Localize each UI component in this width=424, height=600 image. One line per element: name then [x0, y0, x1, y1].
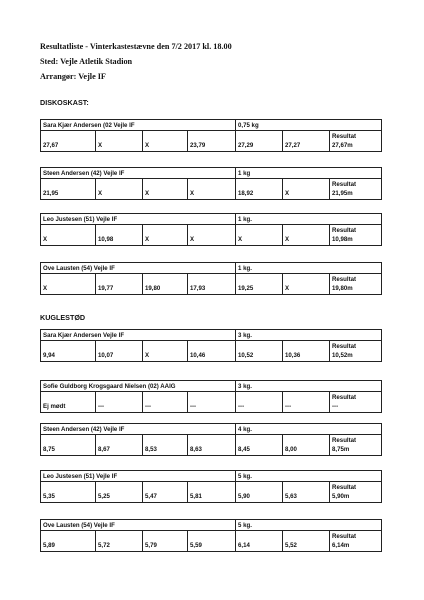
athlete-results	[40, 519, 382, 552]
implement-weight: 1 kg.	[236, 214, 382, 225]
attempt-6: 5,63	[283, 482, 330, 503]
attempt-5: 6,14	[236, 531, 283, 552]
final-result	[330, 131, 382, 152]
result-table	[40, 380, 381, 413]
attempt-2: 10,98	[96, 225, 143, 246]
implement-weight: 3 kg.	[236, 330, 382, 341]
result-value: 6,14m	[332, 542, 350, 549]
final-result	[330, 341, 382, 362]
attempt-5: 5,90	[236, 482, 283, 503]
final-result	[330, 531, 382, 552]
section-title-discus: DISKOSKAST:	[40, 98, 89, 107]
attempt-3: X	[143, 131, 188, 152]
attempt-1: 9,94	[41, 341, 96, 362]
result-label: Resultat	[332, 484, 357, 491]
result-label: Resultat	[332, 533, 357, 540]
document-title: Resultatliste - Vinterkastestævne den 7/2 2017 kl. 18.00	[40, 42, 232, 51]
attempt-4: X	[188, 225, 236, 246]
result-value: 27,67m	[332, 142, 353, 149]
attempt-5: 10,52	[236, 341, 283, 362]
attempt-4: X	[188, 179, 236, 200]
result-table	[40, 423, 381, 456]
attempt-2: X	[96, 179, 143, 200]
result-table	[40, 519, 381, 552]
attempt-2: 5,72	[96, 531, 143, 552]
attempt-5: 19,25	[236, 274, 283, 295]
result-table	[40, 262, 381, 295]
athlete-name: Steen Andersen (42) Vejle IF	[41, 424, 236, 435]
attempt-2: 10,07	[96, 341, 143, 362]
attempt-2: ---	[96, 392, 143, 413]
athlete-results	[40, 262, 382, 295]
final-result	[330, 435, 382, 456]
result-table	[40, 167, 381, 200]
attempt-5: X	[236, 225, 283, 246]
attempt-6: 8,00	[283, 435, 330, 456]
attempt-3: 8,53	[143, 435, 188, 456]
attempt-2: 19,77	[96, 274, 143, 295]
attempt-1: 27,67	[41, 131, 96, 152]
athlete-results	[40, 213, 382, 246]
venue-line: Sted: Vejle Atletik Stadion	[40, 57, 133, 66]
athlete-name: Leo Justesen (51) Vejle IF	[41, 471, 236, 482]
athlete-name: Sara Kjær Andersen (02 Vejle IF	[41, 120, 236, 131]
attempt-3: 19,80	[143, 274, 188, 295]
implement-weight: 1 kg.	[236, 263, 382, 274]
attempt-1: 5,35	[41, 482, 96, 503]
athlete-name: Leo Justesen (51) Vejle IF	[41, 214, 236, 225]
result-label: Resultat	[332, 181, 357, 188]
implement-weight: 0,75 kg	[236, 120, 382, 131]
attempt-4: ---	[188, 392, 236, 413]
attempt-4: 17,93	[188, 274, 236, 295]
result-table	[40, 119, 381, 152]
attempt-6: ---	[283, 392, 330, 413]
attempt-2: X	[96, 131, 143, 152]
attempt-1: Ej mødt	[41, 392, 96, 413]
attempt-5: 18,92	[236, 179, 283, 200]
athlete-results	[40, 423, 382, 456]
athlete-name: Steen Andersen (42) Vejle IF	[41, 168, 236, 179]
result-table	[40, 213, 381, 246]
result-value: 10,98m	[332, 236, 353, 243]
athlete-results	[40, 470, 382, 503]
attempt-4: 10,46	[188, 341, 236, 362]
attempt-6: X	[283, 225, 330, 246]
result-label: Resultat	[332, 276, 357, 283]
attempt-4: 5,81	[188, 482, 236, 503]
final-result	[330, 225, 382, 246]
athlete-results	[40, 167, 382, 200]
attempt-5: 27,29	[236, 131, 283, 152]
attempt-6: X	[283, 179, 330, 200]
result-label: Resultat	[332, 343, 357, 350]
attempt-3: X	[143, 179, 188, 200]
attempt-6: 5,52	[283, 531, 330, 552]
attempt-3: X	[143, 225, 188, 246]
result-label: Resultat	[332, 133, 357, 140]
attempt-3: ---	[143, 392, 188, 413]
result-value: 5,90m	[332, 493, 350, 500]
athlete-name: Ove Lausten (54) Vejle IF	[41, 520, 236, 531]
implement-weight: 3 kg.	[236, 381, 382, 392]
implement-weight: 1 kg	[236, 168, 382, 179]
attempt-6: 27,27	[283, 131, 330, 152]
attempt-2: 5,25	[96, 482, 143, 503]
athlete-results	[40, 119, 382, 152]
result-table	[40, 329, 381, 362]
final-result	[330, 179, 382, 200]
attempt-1: 21,95	[41, 179, 96, 200]
result-table	[40, 470, 381, 503]
result-value: 8,75m	[332, 446, 350, 453]
final-result	[330, 274, 382, 295]
attempt-4: 5,59	[188, 531, 236, 552]
section-title-shot-put: KUGLESTØD	[40, 313, 86, 322]
result-label: Resultat	[332, 394, 357, 401]
attempt-3: X	[143, 341, 188, 362]
result-label: Resultat	[332, 437, 357, 444]
final-result	[330, 392, 382, 413]
result-label: Resultat	[332, 227, 357, 234]
attempt-1: X	[41, 274, 96, 295]
implement-weight: 5 kg.	[236, 520, 382, 531]
implement-weight: 5 kg.	[236, 471, 382, 482]
result-value: ---	[332, 403, 339, 410]
attempt-2: 8,67	[96, 435, 143, 456]
attempt-1: X	[41, 225, 96, 246]
attempt-5: 8,45	[236, 435, 283, 456]
attempt-3: 5,47	[143, 482, 188, 503]
attempt-6: X	[283, 274, 330, 295]
attempt-3: 5,79	[143, 531, 188, 552]
athlete-results	[40, 380, 382, 413]
attempt-6: 10,36	[283, 341, 330, 362]
attempt-1: 5,89	[41, 531, 96, 552]
attempt-4: 23,79	[188, 131, 236, 152]
result-value: 10,52m	[332, 352, 353, 359]
final-result	[330, 482, 382, 503]
organizer-line: Arrangør: Vejle IF	[40, 72, 106, 81]
athlete-name: Sara Kjær Andersen Vejle IF	[41, 330, 236, 341]
athlete-results	[40, 329, 382, 362]
result-value: 21,95m	[332, 190, 353, 197]
result-value: 19,80m	[332, 285, 353, 292]
attempt-1: 8,75	[41, 435, 96, 456]
attempt-4: 8,63	[188, 435, 236, 456]
athlete-name: Sofie Guldborg Krogsgaard Nielsen (02) AAIG	[41, 381, 236, 392]
athlete-name: Ove Lausten (54) Vejle IF	[41, 263, 236, 274]
attempt-5: ---	[236, 392, 283, 413]
implement-weight: 4 kg.	[236, 424, 382, 435]
